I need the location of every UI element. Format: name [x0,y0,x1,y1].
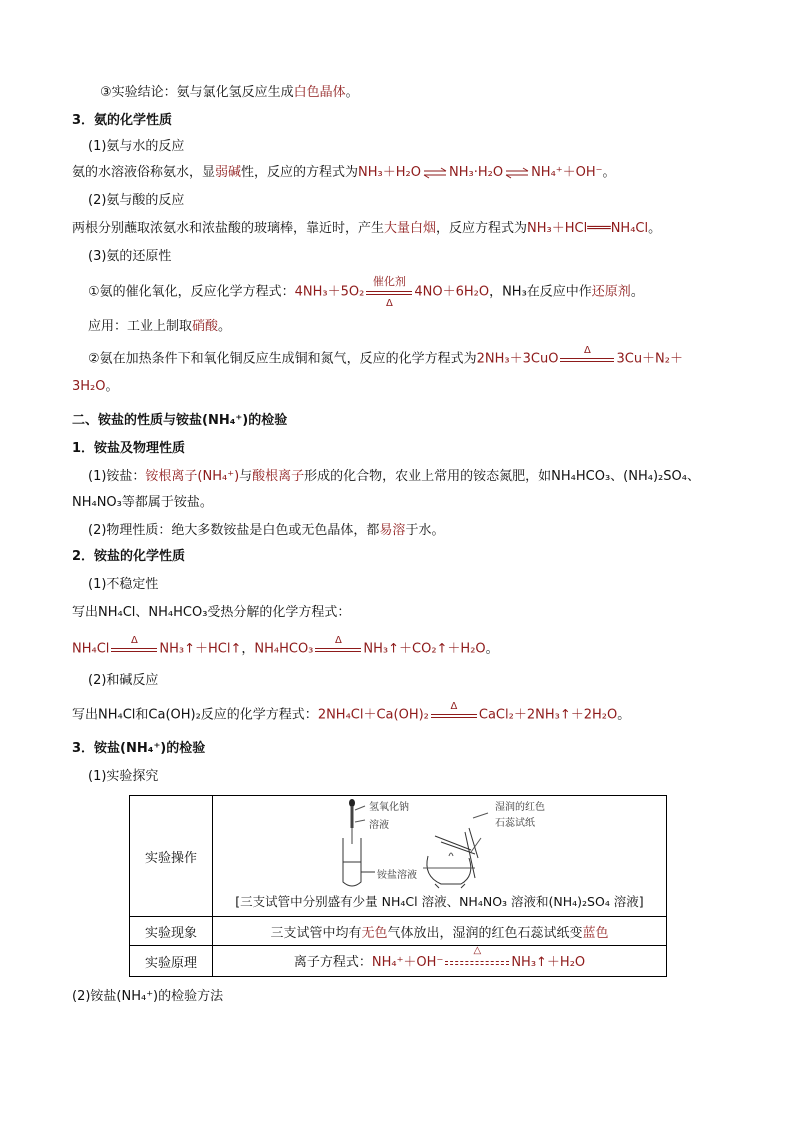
figure-label: 湿润的红色 [495,802,545,813]
subheading-reducing: (3)氨的还原性 [88,249,172,264]
decomposition-equations: NH₄Cl Δ NH₃↑＋HCl↑，NH₄HCO₃ Δ NH₃↑＋CO₂↑＋H₂O。 [72,635,499,657]
decomposition-prompt: 写出NH₄Cl、NH₄HCO₃受热分解的化学方程式： [72,605,351,620]
row-header-principle: 实验原理 [130,946,213,977]
row-header-operation: 实验操作 [130,796,213,917]
detection-method-heading: (2)铵盐(NH₄⁺)的检验方法 [72,989,224,1004]
physical-property-line: (2)物理性质：绝大多数铵盐是白色或无色晶体，都易溶于水。 [88,523,445,538]
heat-arrow: Δ [315,640,361,658]
figure-label: 铵盐溶液 [377,870,417,881]
table-row [130,946,667,977]
figure-label: 氢氧化钠 [369,802,409,813]
section-title-chemical: 2．铵盐的化学性质 [72,549,186,564]
heat-arrow: Δ [560,350,614,368]
apparatus-illustration [213,798,667,890]
principle-cell: 离子方程式：NH₄⁺＋OH⁻ △ NH₃↑＋H₂O [213,946,667,977]
section-title-physical: 1．铵盐及物理性质 [72,441,186,456]
subheading-base: (2)和碱反应 [88,673,159,688]
ammonium-salt-def-cont: NH₄NO₃等都属于铵盐。 [72,495,213,510]
subheading-experiment: (1)实验探究 [88,769,159,784]
conclusion-line: ③实验结论：氨与氯化氢反应生成白色晶体。 [100,85,359,100]
figure-label: 溶液 [369,820,389,831]
base-reaction-line: 写出NH₄Cl和Ca(OH)₂反应的化学方程式：2NH₄Cl＋Ca(OH)₂ Δ CaCl₂＋2NH₃↑＋2H₂O。 [72,701,631,723]
heat-arrow: △ [445,953,509,971]
subheading-water: (1)氨与水的反应 [88,139,185,154]
catalytic-oxidation-line: ①氨的催化氧化，反应化学方程式：4NH₃＋5O₂ 催化剂 Δ 4NO＋6H₂O，NH₃在反应中作还原剂。 [88,275,644,309]
catalyst-arrow: 催化剂 Δ [366,283,412,301]
apparatus-figure [213,798,666,890]
table-row [130,917,667,946]
subheading-instability: (1)不稳定性 [88,577,159,592]
subheading-acid: (2)氨与酸的反应 [88,193,185,208]
heat-arrow: Δ [431,706,477,724]
figure-label: 石蕊试纸 [495,818,535,829]
reversible-arrow-icon [505,167,529,179]
section-title-ammonia-chem: 3．氨的化学性质 [72,113,173,128]
ammonia-acid-line: 两根分别蘸取浓氨水和浓盐酸的玻璃棒，靠近时，产生大量白烟，反应方程式为NH₃＋HCl═══NH₄Cl。 [72,221,662,236]
row-header-phenomenon: 实验现象 [130,917,213,946]
section-ammonium-salt: 二、铵盐的性质与铵盐(NH₄⁺)的检验 [72,413,288,428]
reversible-arrow-icon [423,167,447,179]
copper-oxide-line: ②氨在加热条件下和氧化铜反应生成铜和氮气，反应的化学方程式为2NH₃＋3CuO Δ 3Cu＋N₂＋ [88,345,683,367]
section-title-detection: 3．铵盐(NH₄⁺)的检验 [72,741,206,756]
ammonium-salt-def-line: (1)铵盐：铵根离子(NH₄⁺)与酸根离子形成的化合物，农业上常用的铵态氮肥，如NH₄HCO₃、(NH₄)₂SO₄、 [88,469,700,484]
phenomenon-cell: 三支试管中均有无色气体放出，湿润的红色石蕊试纸变蓝色 [213,917,667,946]
ammonia-water-line: 氨的水溶液俗称氨水，显弱碱性，反应的方程式为NH₃＋H₂O NH₃·H₂O NH₄⁺＋OH⁻。 [72,165,616,180]
operation-note: [三支试管中分别盛有少量 NH₄Cl 溶液、NH₄NO₃ 溶液和(NH₄)₂SO₄ 溶液] [235,894,644,909]
experiment-table [129,795,667,977]
application-line: 应用：工业上制取硝酸。 [88,319,232,334]
heat-arrow: Δ [111,640,157,658]
table-row [130,796,667,917]
operation-cell [213,796,667,917]
copper-oxide-line-cont: 3H₂O。 [72,379,119,394]
